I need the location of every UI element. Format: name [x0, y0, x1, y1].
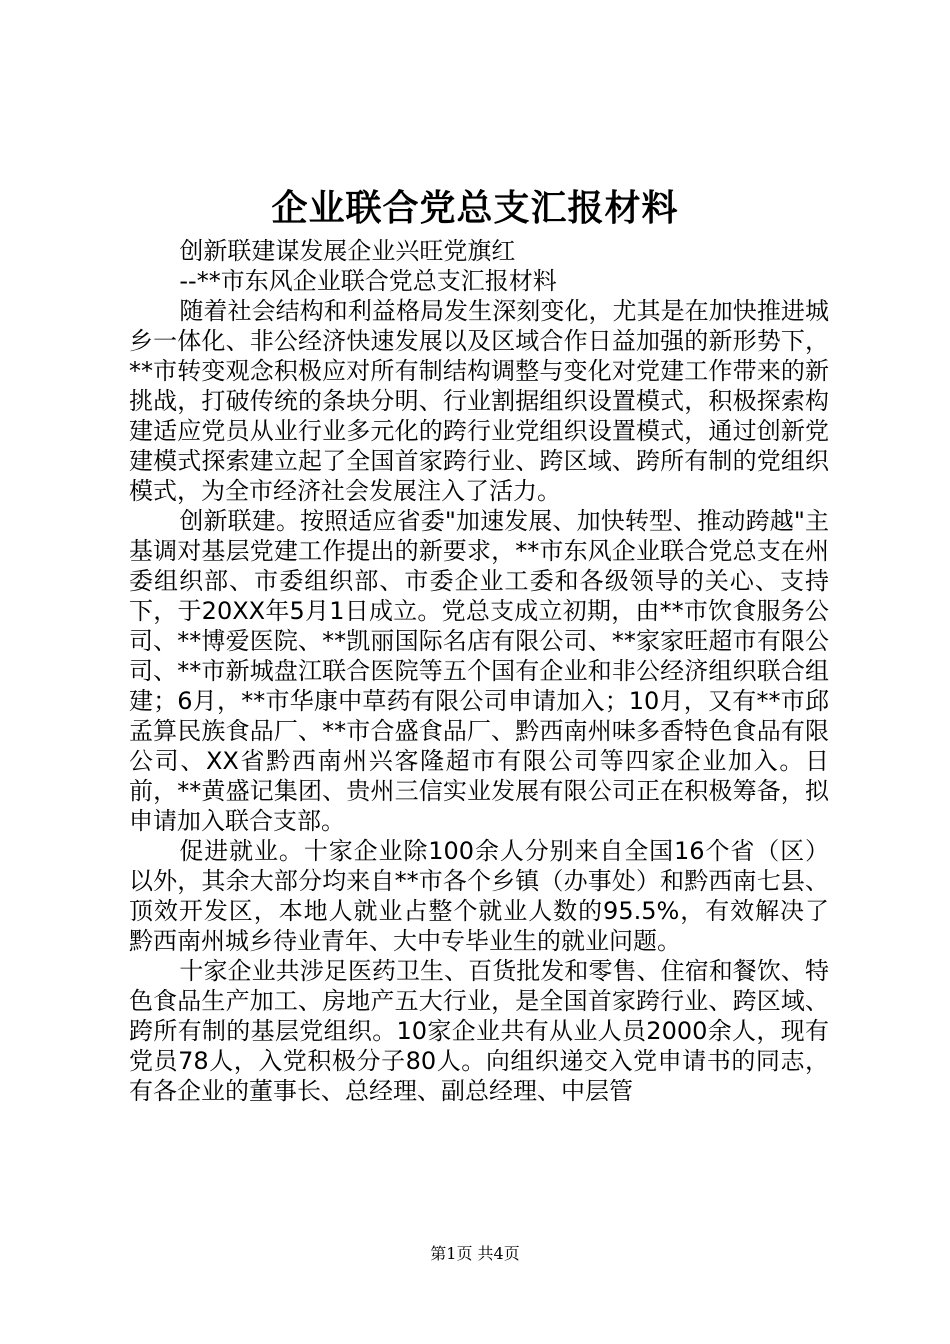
body-paragraph: 促进就业。十家企业除100余人分别来自全国16个省（区）以外，其余大部分均来自**市各个乡镇（办事处）和黔西南七县、顶效开发区，本地人就业占整个就业人数的95.5%，有效解决了黔西南州城乡待业青年、大中专毕业生的就业问题。	[129, 837, 829, 955]
body-paragraph: 创新联建。按照适应省委"加速发展、加快转型、推动跨越"主基调对基层党建工作提出的新要求，**市东风企业联合党总支在州委组织部、市委组织部、市委企业工委和各级领导的关心、支持下，于20XX年5月1日成立。党总支成立初期，由**市饮食服务公司、**博爱医院、**凯丽国际名店有限公司、**家家旺超市有限公司、**市新城盘江联合医院等五个国有企业和非公经济组织联合组建；6月，**市华康中草药有限公司申请加入；10月，又有**市邱孟算民族食品厂、**市合盛食品厂、黔西南州味多香特色食品有限公司、XX省黔西南州兴客隆超市有限公司等四家企业加入。日前，**黄盛记集团、贵州三信实业发展有限公司正在积极筹备，拟申请加入联合支部。	[129, 507, 829, 835]
subtitle-line: 创新联建谋发展企业兴旺党旗红	[179, 237, 516, 265]
body-paragraph: 随着社会结构和利益格局发生深刻变化，尤其是在加快推进城乡一体化、非公经济快速发展以及区域合作日益加强的新形势下，**市转变观念积极应对所有制结构调整与变化对党建工作带来的新挑战，打破传统的条块分明、行业割据组织设置模式，积极探索构建适应党员从业行业多元化的跨行业党组织设置模式，通过创新党建模式探索建立起了全国首家跨行业、跨区域、跨所有制的党组织模式，为全市经济社会发展注入了活力。	[129, 297, 829, 505]
document-body	[129, 236, 829, 1106]
body-paragraph: 十家企业共涉足医药卫生、百货批发和零售、住宿和餐饮、特色食品生产加工、房地产五大行业，是全国首家跨行业、跨区域、跨所有制的基层党组织。10家企业共有从业人员2000余人，现有党员78人，入党积极分子80人。向组织递交入党申请书的同志，有各企业的董事长、总经理、副总经理、中层管	[129, 957, 829, 1105]
document-title: 企业联合党总支汇报材料	[271, 187, 679, 229]
page-number-footer: 第1页 共4页	[430, 1244, 520, 1263]
subtitle-source-line: --**市东风企业联合党总支汇报材料	[179, 267, 557, 295]
